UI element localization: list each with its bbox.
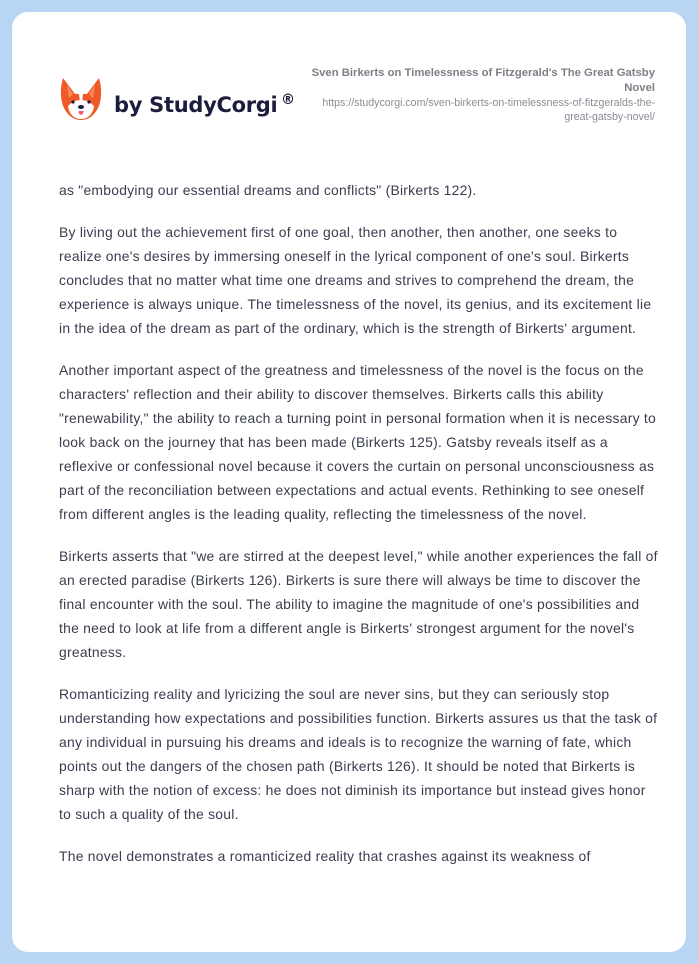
paragraph: The novel demonstrates a romanticized reality that crashes against its weakness of	[59, 848, 591, 864]
corgi-logo-icon	[60, 76, 102, 122]
paragraph: Romanticizing reality and lyricizing the soul are never sins, but they can seriously stop understanding how expectations and possibilities function. Birkerts assures us that the task of any individual in pursuing his dreams and ideals is to recognize the warning of fate, which points out the dangers of the chosen path (Birkerts 126). It should be noted that Birkerts is sharp with the notion of excess: he does not diminish its importance but instead gives honor to such a quality of the soul.	[59, 686, 658, 822]
paragraph: Birkerts asserts that "we are stirred at the deepest level," while another experiences the fall of an erected paradise (Birkerts 126). Birkerts is sure there will always be time to discover the final encounter with the soul. The ability to imagine the magnitude of one's possibilities and the need to look at life from a different angle is Birkerts' strongest argument for the novel's greatness.	[59, 548, 658, 660]
paragraph: Another important aspect of the greatness and timelessness of the novel is the focus on the characters' reflection and their ability to discover themselves. Birkerts calls this ability "renewability," the ability to reach a turning point in personal formation when it is necessary to look back on the journey that has been made (Birkerts 125). Gatsby reveals itself as a reflexive or confessional novel because it covers the curtain on personal unconsciousness as part of the reconciliation between expectations and actual events. Rethinking to see oneself from different angles is the leading quality, reflecting the timelessness of the novel.	[59, 362, 656, 522]
paragraph: as "embodying our essential dreams and conflicts" (Birkerts 122).	[59, 182, 477, 198]
brand-name: by StudyCorgi	[114, 93, 278, 117]
document-url[interactable]: https://studycorgi.com/sven-birkerts-on-timelessness-of-fitzgeralds-the-great-gatsby-novel/	[322, 97, 655, 123]
paragraph: By living out the achievement first of one goal, then another, then another, one seeks to realize one's desires by immersing oneself in the lyrical component of one's soul. Birkerts concludes that no matter what time one dreams and strives to comprehend the dream, the experience is always unique. The timelessness of the novel, its genius, and its excitement lie in the idea of the dream as part of the ordinary, which is the strength of Birkerts' argument.	[59, 224, 652, 336]
document-page	[12, 12, 686, 952]
article-body	[59, 178, 659, 886]
registered-trademark-icon: ®	[281, 92, 295, 108]
brand-logo[interactable]	[60, 76, 277, 122]
document-title: Sven Birkerts on Timelessness of Fitzgerald's The Great Gatsby Novel	[311, 67, 655, 94]
document-meta	[305, 66, 655, 124]
page-header	[12, 12, 686, 162]
